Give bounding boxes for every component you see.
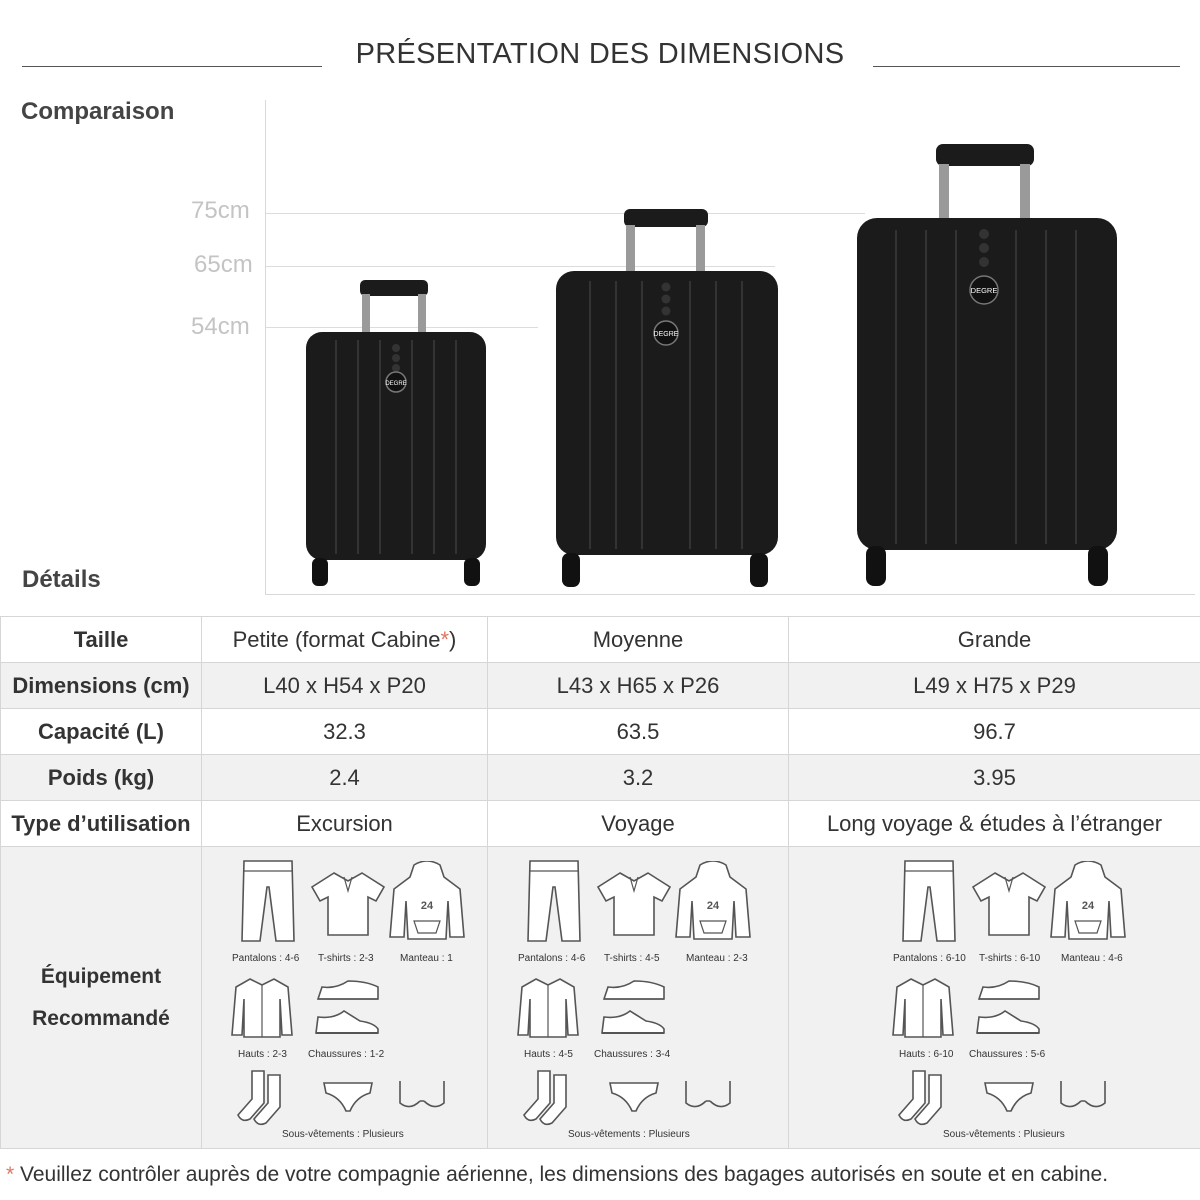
usage-large: Long voyage & études à l’étranger — [789, 801, 1200, 847]
usage-medium: Voyage — [488, 801, 789, 847]
height-label-54: 54cm — [191, 313, 250, 340]
dress-shoe-icon — [600, 977, 668, 1005]
hoodie-icon — [674, 861, 752, 941]
shoes-label: Chaussures : 3-4 — [594, 1049, 671, 1060]
bra-icon — [394, 1075, 450, 1115]
tshirts-label: T-shirts : 2-3 — [318, 953, 374, 964]
dimensions-small: L40 x H54 x P20 — [202, 663, 488, 709]
coat-label: Manteau : 1 — [400, 953, 453, 964]
suitcase-large — [852, 140, 1127, 595]
suitcase-handle — [624, 209, 708, 275]
underwear-label: Sous-vêtements : Plusieurs — [282, 1129, 404, 1140]
tops-label: Hauts : 2-3 — [238, 1049, 287, 1060]
size-large: Grande — [789, 617, 1200, 663]
size-medium: Moyenne — [488, 617, 789, 663]
suitcase-handle — [936, 144, 1034, 222]
bra-icon — [680, 1075, 736, 1115]
equipment-icons — [232, 847, 478, 1147]
size-small: Petite (format Cabine*) — [202, 617, 488, 663]
details-table — [0, 616, 1200, 1149]
footnote-text: Veuillez contrôler auprès de votre compagnie aérienne, les dimensions des bagages autorisés en soute et en cabine. — [14, 1163, 1109, 1186]
underwear-label: Sous-vêtements : Plusieurs — [943, 1129, 1065, 1140]
brand-logo: DEGRE — [970, 286, 998, 295]
suitcase-handle — [360, 280, 428, 336]
brand-logo: DEGRE — [385, 381, 407, 387]
capacity-medium: 63.5 — [488, 709, 789, 755]
hoodie-icon — [1049, 861, 1127, 941]
equipment-medium — [488, 847, 789, 1149]
hoodie-icon — [388, 861, 466, 941]
sneaker-icon — [598, 1007, 668, 1039]
details-heading: Détails — [22, 566, 101, 593]
weight-small: 2.4 — [202, 755, 488, 801]
pants-icon — [524, 857, 584, 945]
height-label-75: 75cm — [191, 197, 250, 224]
row-header-capacity: Capacité (L) — [1, 709, 202, 755]
dimensions-medium: L43 x H65 x P26 — [488, 663, 789, 709]
equipment-icons — [518, 847, 764, 1147]
coat-label: Manteau : 4-6 — [1061, 953, 1123, 964]
tshirt-icon — [308, 869, 388, 939]
row-header-size: Taille — [1, 617, 202, 663]
weight-medium: 3.2 — [488, 755, 789, 801]
underwear-icon — [320, 1079, 376, 1115]
capacity-small: 32.3 — [202, 709, 488, 755]
underwear-label: Sous-vêtements : Plusieurs — [568, 1129, 690, 1140]
equipment-large — [789, 847, 1200, 1149]
weight-large: 3.95 — [789, 755, 1200, 801]
pants-label: Pantalons : 4-6 — [518, 953, 586, 964]
row-header-usage: Type d’utilisation — [1, 801, 202, 847]
comparison-heading: Comparaison — [21, 98, 175, 125]
tshirt-icon — [594, 869, 674, 939]
equipment-icons — [893, 847, 1139, 1147]
bra-icon — [1055, 1075, 1111, 1115]
hoodie-number: 24 — [420, 900, 434, 912]
tshirts-label: T-shirts : 6-10 — [979, 953, 1041, 964]
sneaker-icon — [973, 1007, 1043, 1039]
equipment-small — [202, 847, 488, 1149]
brand-logo: DEGRE — [653, 331, 679, 338]
hoodie-number: 24 — [1081, 900, 1095, 912]
dimensions-large: L49 x H75 x P29 — [789, 663, 1200, 709]
hoodie-number: 24 — [706, 900, 720, 912]
equipment-heading-line2: Recommandé — [32, 1006, 170, 1030]
row-size — [1, 617, 1200, 663]
row-dimensions — [1, 663, 1200, 709]
socks-icon — [234, 1067, 292, 1129]
tops-label: Hauts : 4-5 — [524, 1049, 573, 1060]
pants-icon — [899, 857, 959, 945]
comparison-axis-vertical — [265, 100, 266, 594]
footnote-star: * — [6, 1163, 15, 1186]
row-capacity — [1, 709, 1200, 755]
shirt-icon — [514, 975, 582, 1039]
socks-icon — [895, 1067, 953, 1129]
row-header-dimensions: Dimensions (cm) — [1, 663, 202, 709]
page-title: PRÉSENTATION DES DIMENSIONS — [355, 38, 845, 70]
socks-icon — [520, 1067, 578, 1129]
capacity-large: 96.7 — [789, 709, 1200, 755]
height-label-65: 65cm — [194, 251, 253, 278]
pants-label: Pantalons : 6-10 — [893, 953, 966, 964]
row-header-equipment — [1, 847, 202, 1149]
pants-icon — [238, 857, 298, 945]
shirt-icon — [889, 975, 957, 1039]
equipment-heading-line1: Équipement — [40, 964, 162, 988]
coat-label: Manteau : 2-3 — [686, 953, 748, 964]
row-equipment — [1, 847, 1200, 1149]
tshirts-label: T-shirts : 4-5 — [604, 953, 660, 964]
suitcase-small — [296, 276, 496, 594]
usage-small: Excursion — [202, 801, 488, 847]
title-rule-right — [873, 66, 1180, 67]
tshirt-icon — [969, 869, 1049, 939]
underwear-icon — [981, 1079, 1037, 1115]
row-usage — [1, 801, 1200, 847]
pants-label: Pantalons : 4-6 — [232, 953, 300, 964]
tops-label: Hauts : 6-10 — [899, 1049, 954, 1060]
footnote — [6, 1163, 1108, 1187]
dress-shoe-icon — [975, 977, 1043, 1005]
shirt-icon — [228, 975, 296, 1039]
dress-shoe-icon — [314, 977, 382, 1005]
row-weight — [1, 755, 1200, 801]
sneaker-icon — [312, 1007, 382, 1039]
shoes-label: Chaussures : 5-6 — [969, 1049, 1046, 1060]
row-header-weight: Poids (kg) — [1, 755, 202, 801]
shoes-label: Chaussures : 1-2 — [308, 1049, 385, 1060]
underwear-icon — [606, 1079, 662, 1115]
suitcase-medium — [550, 205, 790, 595]
